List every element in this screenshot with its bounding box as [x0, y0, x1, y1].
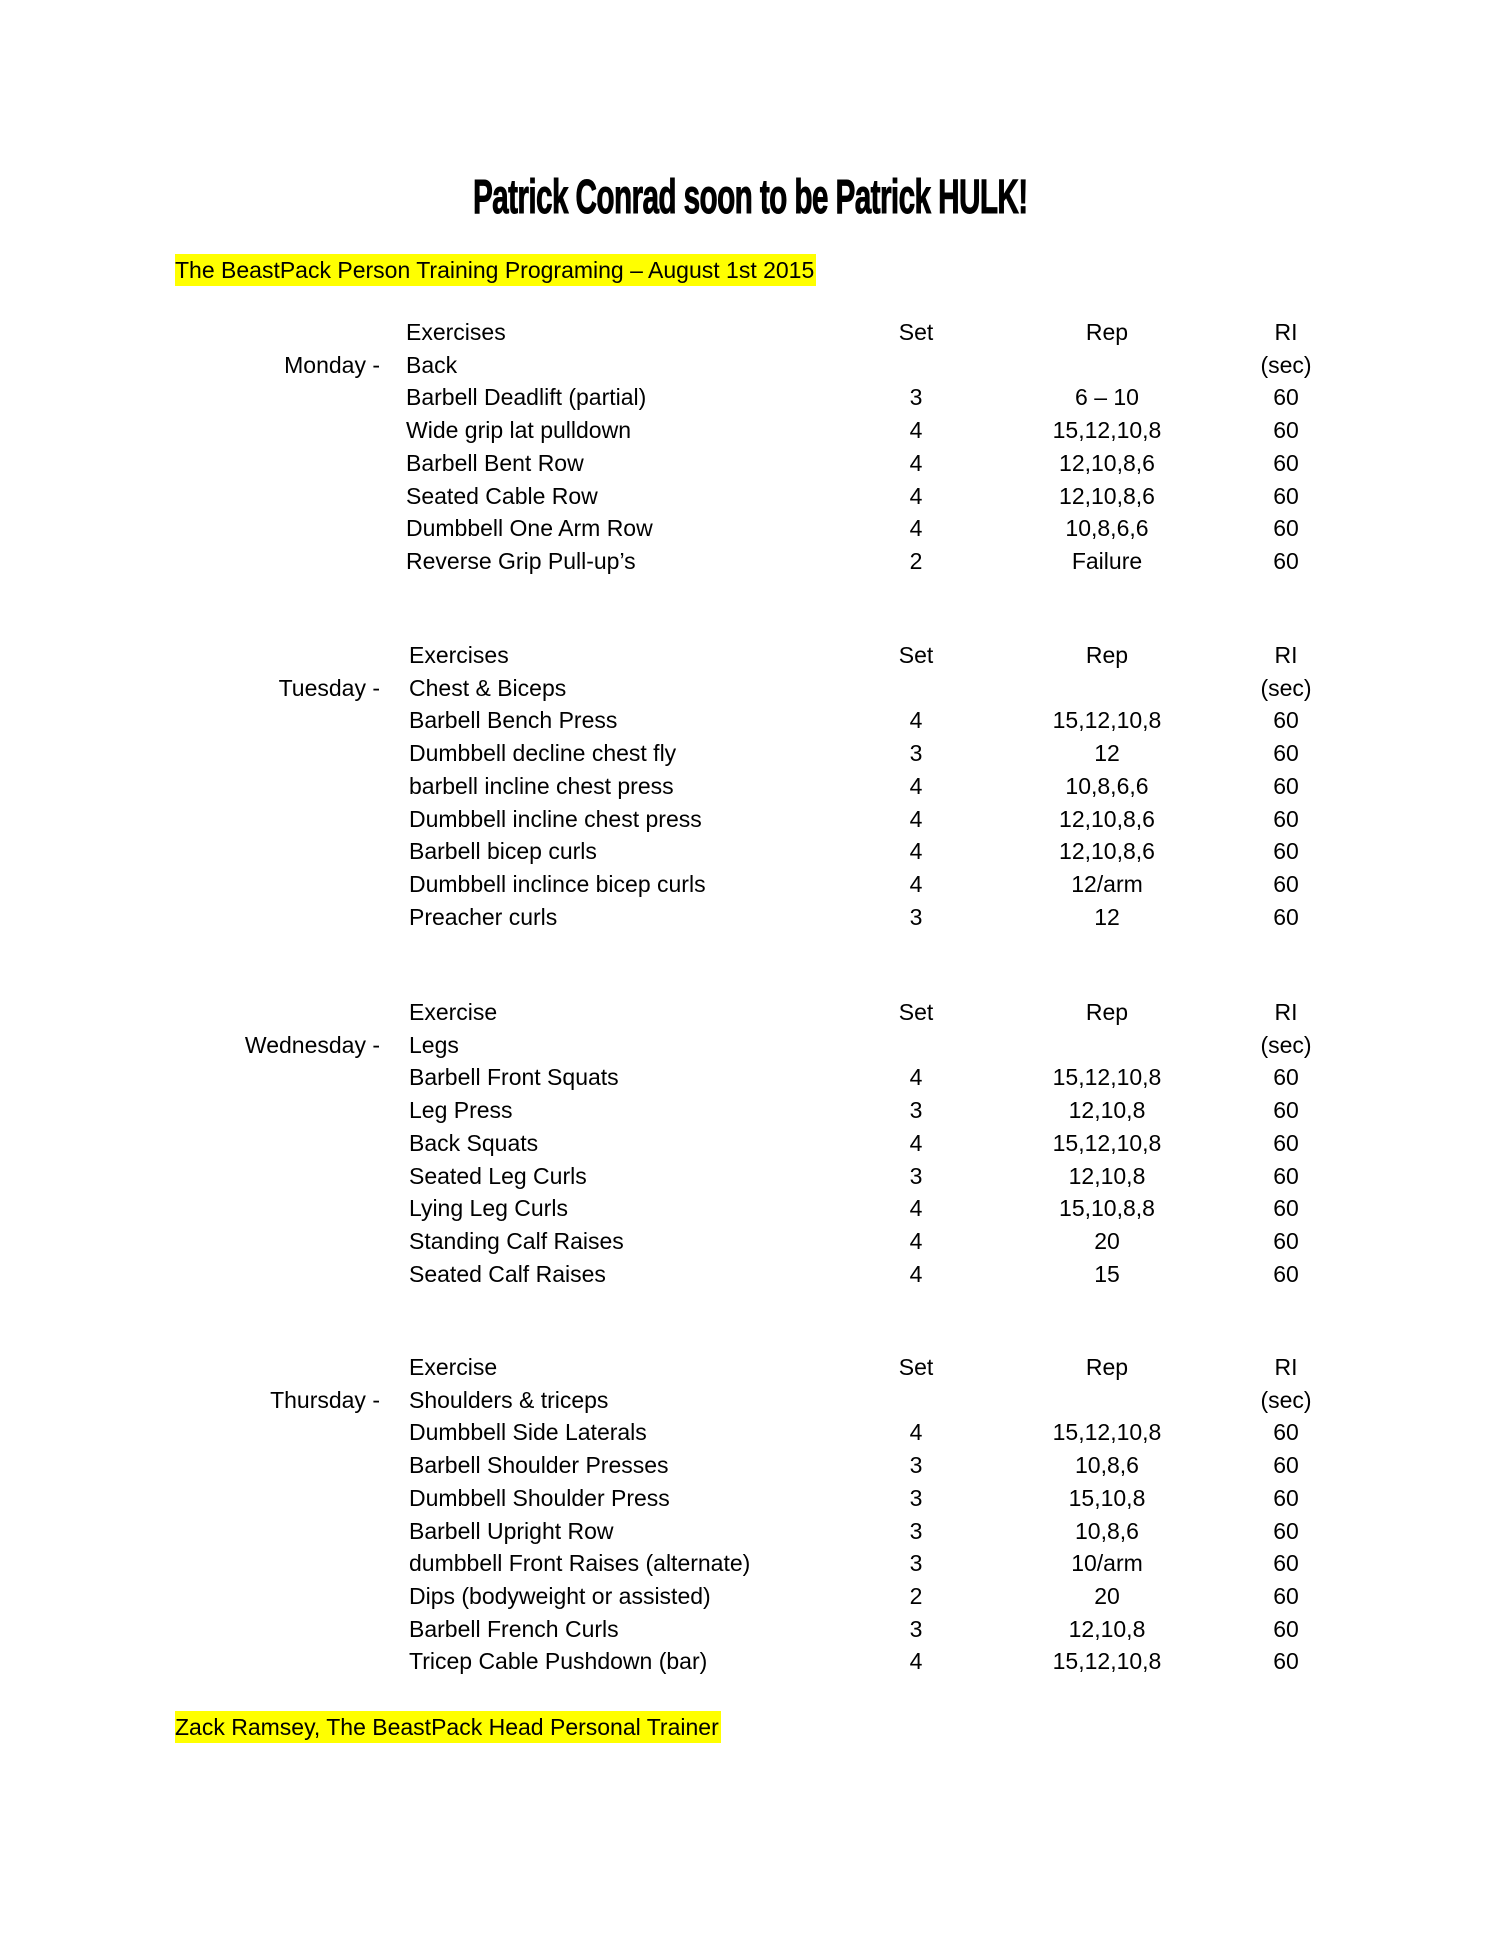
rest-interval: 60 [1273, 515, 1299, 542]
rep-scheme: 20 [1094, 1227, 1120, 1254]
rep-scheme: 15,12,10,8 [1052, 1064, 1162, 1091]
exercise-name: Dumbbell decline chest fly [409, 740, 677, 767]
set-count: 4 [909, 870, 923, 897]
rest-interval: 60 [1273, 740, 1299, 767]
exercise-name: Wide grip lat pulldown [406, 417, 632, 444]
rep-scheme: 10,8,6 [1075, 1517, 1139, 1544]
set-count: 4 [909, 1419, 923, 1446]
rep-scheme: 10,8,6,6 [1065, 515, 1149, 542]
rep-column-header: Rep [1085, 642, 1129, 668]
set-count: 3 [909, 1097, 923, 1124]
exercise-name: Barbell Upright Row [409, 1517, 614, 1544]
rep-scheme: 12,10,8 [1068, 1097, 1146, 1124]
ri-unit-label: (sec) [1260, 1386, 1312, 1413]
rest-interval: 60 [1273, 1260, 1299, 1287]
page-title-text: Patrick Conrad soon to be Patrick HULK! [472, 171, 1028, 224]
set-count: 4 [909, 1227, 923, 1254]
set-count: 4 [909, 449, 923, 476]
rest-interval: 60 [1273, 838, 1299, 865]
day-label: Thursday - [270, 1386, 380, 1413]
exercise-name: Back Squats [409, 1129, 539, 1156]
rep-scheme: 15,10,8,8 [1059, 1195, 1155, 1222]
rep-scheme: 20 [1094, 1582, 1120, 1609]
exercise-name: Reverse Grip Pull-up’s [406, 547, 636, 574]
exercise-column-header: Exercise [409, 999, 498, 1025]
set-count: 2 [909, 547, 923, 574]
set-count: 4 [909, 417, 923, 444]
rep-scheme: 15,12,10,8 [1052, 1419, 1162, 1446]
rest-interval: 60 [1273, 1484, 1299, 1511]
exercise-name: Barbell Deadlift (partial) [406, 384, 647, 411]
ri-column-header: RI [1274, 642, 1298, 668]
rep-scheme: 15,12,10,8 [1052, 1648, 1162, 1675]
rest-interval: 60 [1273, 449, 1299, 476]
rest-interval: 60 [1273, 707, 1299, 734]
program-subtitle: The BeastPack Person Training Programing – August 1st 2015 [175, 254, 816, 286]
muscle-group-label: Shoulders & triceps [409, 1386, 609, 1413]
rest-interval: 60 [1273, 482, 1299, 509]
rep-column-header: Rep [1085, 999, 1129, 1025]
rep-scheme: 15,12,10,8 [1052, 707, 1162, 734]
set-count: 4 [909, 1129, 923, 1156]
set-count: 3 [909, 1550, 923, 1577]
ri-column-header: RI [1274, 1354, 1298, 1380]
exercise-name: Lying Leg Curls [409, 1195, 568, 1222]
exercise-name: Barbell Front Squats [409, 1064, 619, 1091]
set-count: 3 [909, 740, 923, 767]
exercise-name: Tricep Cable Pushdown (bar) [409, 1648, 708, 1675]
day-label: Monday - [284, 351, 380, 378]
rest-interval: 60 [1273, 1550, 1299, 1577]
rest-interval: 60 [1273, 1129, 1299, 1156]
rest-interval: 60 [1273, 417, 1299, 444]
muscle-group-label: Chest & Biceps [409, 674, 567, 701]
set-column-header: Set [898, 642, 934, 668]
rep-scheme: 15,10,8 [1068, 1484, 1146, 1511]
exercise-column-header: Exercises [409, 642, 509, 668]
set-count: 3 [909, 1484, 923, 1511]
set-column-header: Set [898, 1354, 934, 1380]
ri-unit-label: (sec) [1260, 351, 1312, 378]
rep-scheme: 10/arm [1071, 1550, 1143, 1577]
set-count: 4 [909, 838, 923, 865]
set-count: 4 [909, 515, 923, 542]
exercise-column-header: Exercise [409, 1354, 498, 1380]
rep-scheme: 12,10,8,6 [1059, 805, 1155, 832]
day-label: Wednesday - [244, 1031, 380, 1058]
exercise-name: Barbell Bench Press [409, 707, 618, 734]
set-count: 4 [909, 482, 923, 509]
muscle-group-label: Back [406, 351, 458, 378]
rest-interval: 60 [1273, 1517, 1299, 1544]
exercise-name: Seated Cable Row [406, 482, 598, 509]
rep-scheme: 10,8,6 [1075, 1452, 1139, 1479]
rep-scheme: 12,10,8 [1068, 1615, 1146, 1642]
rep-scheme: 12,10,8,6 [1059, 482, 1155, 509]
rest-interval: 60 [1273, 1162, 1299, 1189]
exercise-name: Dumbbell inclince bicep curls [409, 870, 706, 897]
muscle-group-label: Legs [409, 1031, 459, 1058]
exercise-name: barbell incline chest press [409, 772, 674, 799]
set-count: 4 [909, 1195, 923, 1222]
rep-scheme: 12,10,8,6 [1059, 449, 1155, 476]
set-column-header: Set [898, 319, 934, 345]
rep-scheme: 6 – 10 [1075, 384, 1139, 411]
exercise-name: Seated Calf Raises [409, 1260, 606, 1287]
rest-interval: 60 [1273, 384, 1299, 411]
rest-interval: 60 [1273, 1195, 1299, 1222]
rest-interval: 60 [1273, 1419, 1299, 1446]
exercise-name: Seated Leg Curls [409, 1162, 587, 1189]
rest-interval: 60 [1273, 772, 1299, 799]
exercise-name: Barbell French Curls [409, 1615, 619, 1642]
set-count: 4 [909, 772, 923, 799]
rest-interval: 60 [1273, 1648, 1299, 1675]
rest-interval: 60 [1273, 805, 1299, 832]
set-count: 3 [909, 1517, 923, 1544]
page-title [0, 170, 1500, 225]
exercise-name: Barbell bicep curls [409, 838, 597, 865]
set-count: 4 [909, 1648, 923, 1675]
rest-interval: 60 [1273, 1582, 1299, 1609]
exercise-name: Dumbbell Shoulder Press [409, 1484, 670, 1511]
rep-scheme: Failure [1071, 547, 1143, 574]
set-count: 4 [909, 805, 923, 832]
exercise-name: Barbell Shoulder Presses [409, 1452, 669, 1479]
trainer-signature: Zack Ramsey, The BeastPack Head Personal Trainer [175, 1711, 721, 1743]
rep-scheme: 12 [1094, 740, 1120, 767]
set-count: 4 [909, 1064, 923, 1091]
rep-scheme: 12,10,8,6 [1059, 838, 1155, 865]
rep-scheme: 12/arm [1071, 870, 1143, 897]
rep-scheme: 10,8,6,6 [1065, 772, 1149, 799]
set-count: 2 [909, 1582, 923, 1609]
ri-column-header: RI [1274, 999, 1298, 1025]
rest-interval: 60 [1273, 1097, 1299, 1124]
exercise-name: Dumbbell incline chest press [409, 805, 702, 832]
set-count: 4 [909, 1260, 923, 1287]
exercise-name: Leg Press [409, 1097, 513, 1124]
set-count: 3 [909, 384, 923, 411]
rep-column-header: Rep [1085, 1354, 1129, 1380]
set-count: 3 [909, 1615, 923, 1642]
rep-scheme: 12,10,8 [1068, 1162, 1146, 1189]
rep-scheme: 15,12,10,8 [1052, 1129, 1162, 1156]
rest-interval: 60 [1273, 903, 1299, 930]
set-count: 3 [909, 903, 923, 930]
ri-column-header: RI [1274, 319, 1298, 345]
ri-unit-label: (sec) [1260, 674, 1312, 701]
ri-unit-label: (sec) [1260, 1031, 1312, 1058]
exercise-name: Dips (bodyweight or assisted) [409, 1582, 711, 1609]
set-count: 4 [909, 707, 923, 734]
rest-interval: 60 [1273, 1227, 1299, 1254]
rest-interval: 60 [1273, 1615, 1299, 1642]
rest-interval: 60 [1273, 870, 1299, 897]
exercise-name: Dumbbell One Arm Row [406, 515, 653, 542]
rest-interval: 60 [1273, 1064, 1299, 1091]
exercise-name: Standing Calf Raises [409, 1227, 624, 1254]
exercise-name: Barbell Bent Row [406, 449, 584, 476]
rest-interval: 60 [1273, 547, 1299, 574]
rep-scheme: 15 [1094, 1260, 1120, 1287]
rep-column-header: Rep [1085, 319, 1129, 345]
rep-scheme: 12 [1094, 903, 1120, 930]
exercise-name: Preacher curls [409, 903, 558, 930]
rep-scheme: 15,12,10,8 [1052, 417, 1162, 444]
exercise-name: dumbbell Front Raises (alternate) [409, 1550, 751, 1577]
day-label: Tuesday - [278, 674, 380, 701]
rest-interval: 60 [1273, 1452, 1299, 1479]
set-count: 3 [909, 1452, 923, 1479]
exercise-name: Dumbbell Side Laterals [409, 1419, 647, 1446]
set-count: 3 [909, 1162, 923, 1189]
exercise-column-header: Exercises [406, 319, 506, 345]
set-column-header: Set [898, 999, 934, 1025]
